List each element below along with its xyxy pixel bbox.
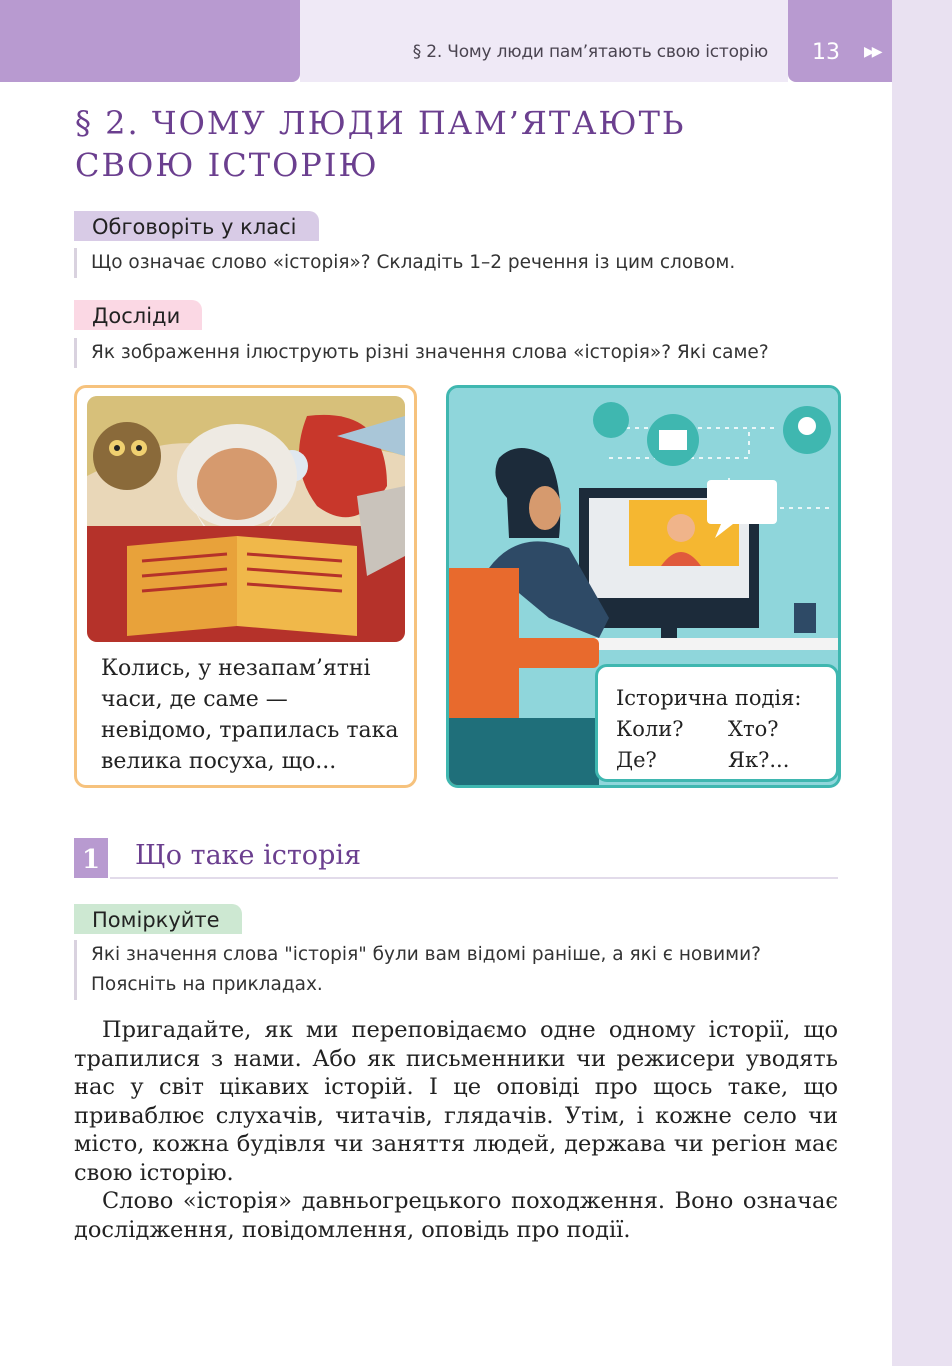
header-left-block	[0, 0, 300, 82]
research-label: Досліди	[74, 300, 202, 330]
think-label: Поміркуйте	[74, 904, 242, 934]
think-question: Які значення слова "історія" були вам відомі раніше, а які є новими? Поясніть на прикладах.	[74, 940, 839, 1000]
running-title: § 2. Чому люди пам’ятають свою історію	[412, 42, 768, 62]
section-title: Що таке історія	[135, 840, 362, 871]
section-number: 1	[74, 838, 108, 878]
storyteller-reading-book-illustration	[87, 396, 405, 642]
running-header	[300, 0, 788, 82]
page-title-line1: § 2. ЧОМУ ЛЮДИ ПАМ’ЯТАЮТЬ	[75, 104, 686, 142]
discuss-label: Обговоріть у класі	[74, 211, 319, 241]
body-paragraph-1: Пригадайте, як ми переповідаємо одне одному історії, що трапилися з нами. Або як письменники чи режисери уводять нас у світ цікавих історій. І це оповіді про щось таке, що приваблює слухачів, читачів, глядачів. Утім, і кожне село чи місто, кожна будівля чи заняття людей, держава чи регіон має свою історію.	[74, 1017, 838, 1186]
storyteller-quote: Колись, у незапам’ятні часи, де саме — невідомо, трапилась така велика посуха, що...	[101, 656, 399, 774]
historical-event-card	[446, 385, 841, 788]
historical-event-questions-box	[595, 664, 839, 782]
storyteller-card	[74, 385, 417, 788]
question-how: Як?...	[728, 748, 790, 772]
historical-event-title: Історична подія:	[616, 686, 802, 710]
page-title	[75, 102, 685, 186]
double-chevron-right-icon: ▶▶	[864, 44, 880, 60]
body-paragraph-2: Слово «історія» давньогрецького походження. Воно означає дослідження, повідомлення, оповідь про події.	[74, 1188, 838, 1243]
page-number-block	[788, 0, 892, 82]
body-text	[74, 1016, 838, 1244]
section-underline	[110, 877, 838, 879]
question-who: Хто?	[728, 717, 779, 741]
question-when: Коли?	[616, 717, 684, 741]
page-number: 13	[812, 40, 840, 65]
page-side-strip	[892, 0, 952, 1366]
page-title-line2: СВОЮ ІСТОРІЮ	[75, 146, 379, 184]
question-where: Де?	[616, 748, 657, 772]
research-question: Як зображення ілюструють різні значення слова «історія»? Які саме?	[74, 338, 769, 368]
discuss-question: Що означає слово «історія»? Складіть 1–2 речення із цим словом.	[74, 248, 735, 278]
